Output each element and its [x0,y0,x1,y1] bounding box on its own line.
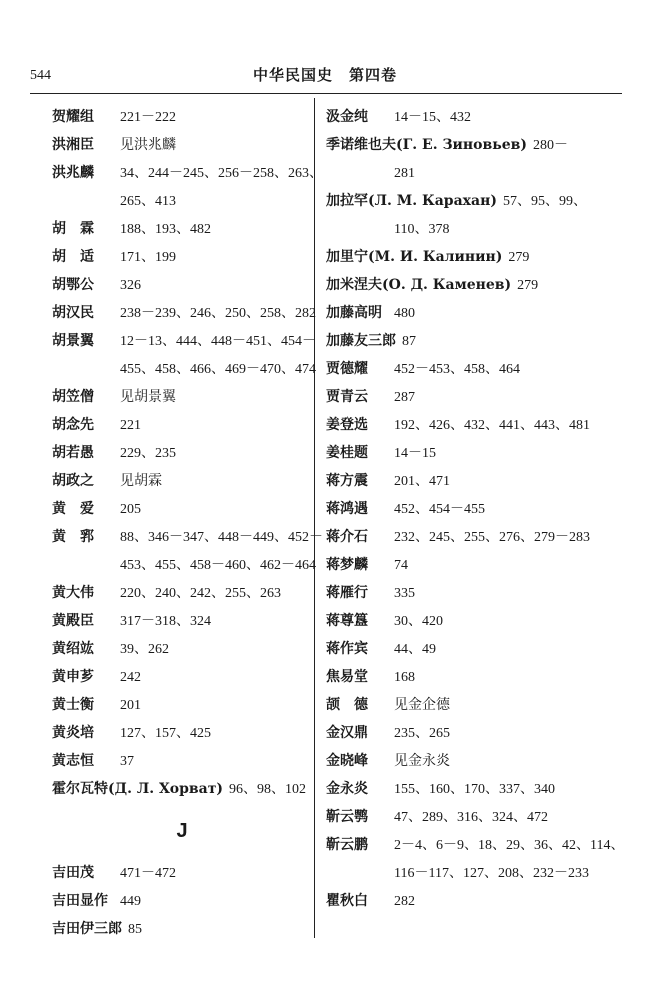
entry-name: 洪湘臣 [52,137,94,153]
index-entry [326,131,622,159]
entry-pages: 110、378 [394,222,450,237]
entry-name: 黄炎培 [52,725,94,741]
entry-pages: 88、346－347、448－449、452－ [120,530,323,545]
index-entry [326,635,622,663]
entry-name: 胡鄂公 [52,277,94,293]
entry-name: 胡适 [52,249,108,265]
entry-pages: 85 [128,922,142,937]
entry-name: 吉田伊三郎 [52,921,122,937]
entry-pages: 201、471 [394,474,450,489]
index-entry-continuation [326,859,622,887]
entry-name: 加米涅夫(О. Д. Каменев) [326,277,512,293]
entry-pages: 见胡霖 [120,474,162,489]
entry-pages: 317－318、324 [120,614,211,629]
entry-name: 金永炎 [326,781,368,797]
index-entry [52,327,316,355]
index-entry [52,103,312,131]
index-entry [326,523,622,551]
entry-pages: 见金企德 [394,698,450,713]
index-entry [326,691,622,719]
index-entry [52,663,312,691]
entry-pages: 57、95、99、 [502,194,587,209]
index-entry [326,243,622,271]
index-entry [326,607,622,635]
entry-name: 靳云鹏 [326,837,368,853]
entry-pages: 87 [402,334,416,349]
entry-pages: 242 [120,670,141,685]
entry-pages: 201 [120,698,141,713]
index-entry [52,383,312,411]
entry-name: 颉德 [326,697,382,713]
index-entry-continuation [52,355,316,383]
index-entry [52,439,312,467]
entry-pages: 155、160、170、337、340 [394,782,555,797]
index-entry [326,831,625,859]
index-entry [326,411,622,439]
index-entry [52,691,312,719]
entry-name: 吉田茂 [52,865,94,881]
index-entry [52,607,312,635]
entry-pages: 452－453、458、464 [394,362,520,377]
entry-name: 洪兆麟 [52,165,94,181]
entry-name: 加里宁(М. И. Калинин) [326,249,503,265]
entry-name: 霍尔瓦特(Д. Л. Хорват) [52,781,224,797]
index-entry [326,579,622,607]
entry-name: 吉田显作 [52,893,108,909]
entry-name: 胡霖 [52,221,108,237]
entry-name: 胡景翼 [52,333,94,349]
entry-name: 黄郛 [52,529,108,545]
index-entry [326,299,622,327]
entry-pages: 326 [120,278,141,293]
index-entry [326,187,622,215]
entry-pages: 39、262 [120,642,169,657]
index-entry [326,271,622,299]
entry-name: 加藤高明 [326,305,382,321]
entry-name: 加拉罕(Л. М. Карахан) [326,193,497,209]
entry-pages: 192、426、432、441、443、481 [394,418,590,433]
entry-name: 靳云鹗 [326,809,368,825]
entry-name: 金汉鼎 [326,725,368,741]
entry-pages: 12－13、444、448－451、454－ [120,334,316,349]
entry-pages: 见金永炎 [394,754,450,769]
entry-name: 蒋鸿遇 [326,501,368,517]
index-entry [52,747,312,775]
index-entry [326,719,622,747]
entry-pages: 14－15、432 [394,110,471,125]
entry-pages: 229、235 [120,446,176,461]
entry-pages: 235、265 [394,726,450,741]
index-entry [326,439,622,467]
index-entry [52,299,316,327]
entry-name: 黄士衡 [52,697,94,713]
page-number: 544 [30,68,51,83]
entry-pages: 168 [394,670,415,685]
index-entry [52,775,312,803]
entry-pages: 238－239、246、250、258、282 [120,306,316,321]
entry-name: 蒋梦麟 [326,557,368,573]
entry-pages: 279 [517,278,539,293]
entry-name: 黄申芗 [52,669,94,685]
index-entry [52,159,323,187]
entry-pages: 287 [394,390,415,405]
entry-pages: 280－ [533,138,569,153]
index-entry [326,103,622,131]
entry-pages: 282 [394,894,415,909]
entry-name: 黄大伟 [52,585,94,601]
index-entry [326,383,622,411]
entry-name: 汲金纯 [326,109,368,125]
index-entry [52,719,312,747]
index-entry [52,523,323,551]
running-title: 中华民国史 第四卷 [252,66,397,84]
entry-pages: 2－4、6－9、18、29、36、42、114、 [394,838,625,853]
entry-name: 贾青云 [326,389,368,405]
entry-name: 贾德耀 [326,361,368,377]
index-entry [326,887,622,915]
entry-name: 蒋介石 [326,529,368,545]
index-entry [52,411,312,439]
entry-name: 金晓峰 [326,753,368,769]
entry-pages: 281 [394,166,415,181]
index-entry [52,271,312,299]
entry-pages: 14－15 [394,446,436,461]
index-entry [326,327,622,355]
entry-name: 胡政之 [52,473,94,489]
entry-pages: 480 [394,306,415,321]
index-entry [326,803,622,831]
index-entry [52,495,312,523]
entry-pages: 96、98、102 [229,782,307,797]
entry-pages: 74 [394,558,408,573]
entry-name: 胡笠僧 [52,389,94,405]
index-entry [52,635,312,663]
index-entry-continuation [326,159,622,187]
entry-pages: 127、157、425 [120,726,211,741]
entry-pages: 279 [508,250,530,265]
entry-pages: 455、458、466、469－470、474 [120,362,316,377]
index-entry [326,467,622,495]
entry-name: 姜登选 [326,417,368,433]
entry-pages: 34、244－245、256－258、263、 [120,166,323,181]
index-column-left [52,103,323,943]
entry-pages: 37 [120,754,134,769]
entry-pages: 471－472 [120,866,176,881]
entry-pages: 见洪兆麟 [120,138,176,153]
entry-pages: 265、413 [120,194,176,209]
index-entry [52,131,312,159]
index-entry [52,467,312,495]
entry-name: 贺耀组 [52,109,94,125]
entry-pages: 30、420 [394,614,443,629]
entry-pages: 453、455、458－460、462－464 [120,558,316,573]
index-entry [52,243,312,271]
index-entry [326,747,622,775]
entry-pages: 47、289、316、324、472 [394,810,548,825]
index-column-right [326,103,625,915]
entry-name: 胡汉民 [52,305,94,321]
entry-pages: 220、240、242、255、263 [120,586,281,601]
entry-name: 黄殿臣 [52,613,94,629]
index-entry [52,215,312,243]
column-divider [314,98,315,938]
index-entry [52,859,312,887]
header-rule [30,93,622,94]
index-entry [326,775,622,803]
entry-name: 蒋方震 [326,473,368,489]
entry-name: 瞿秋白 [326,893,368,909]
index-entry-continuation [326,215,622,243]
entry-name: 胡若愚 [52,445,94,461]
index-entry [52,915,312,943]
entry-name: 胡念先 [52,417,94,433]
entry-pages: 44、49 [394,642,436,657]
entry-name: 蒋作宾 [326,641,368,657]
entry-pages: 见胡景翼 [120,390,176,405]
entry-pages: 188、193、482 [120,222,211,237]
entry-name: 蒋尊簋 [326,613,368,629]
entry-name: 黄爱 [52,501,108,517]
entry-name: 蒋雁行 [326,585,368,601]
entry-pages: 335 [394,586,415,601]
index-entry-continuation [52,187,312,215]
index-entry [326,495,622,523]
index-entry [326,663,622,691]
page-header [30,58,620,88]
index-entry [52,579,312,607]
index-entry [326,355,622,383]
entry-pages: 205 [120,502,141,517]
entry-name: 加藤友三郎 [326,333,396,349]
entry-pages: 449 [120,894,141,909]
entry-name: 黄志恒 [52,753,94,769]
entry-name: 焦易堂 [326,669,368,685]
index-entry [326,551,622,579]
entry-pages: 221 [120,418,141,433]
entry-pages: 232、245、255、276、279－283 [394,530,590,545]
index-entry [52,887,312,915]
section-letter: J [176,820,188,842]
entry-pages: 452、454－455 [394,502,485,517]
entry-name: 姜桂题 [326,445,368,461]
index-entry-continuation [52,551,316,579]
entry-pages: 221－222 [120,110,176,125]
entry-name: 黄绍竑 [52,641,94,657]
entry-pages: 171、199 [120,250,176,265]
entry-pages: 116－117、127、208、232－233 [394,866,589,881]
entry-name: 季诺维也夫(Г. Е. Зиновьев) [326,137,528,153]
